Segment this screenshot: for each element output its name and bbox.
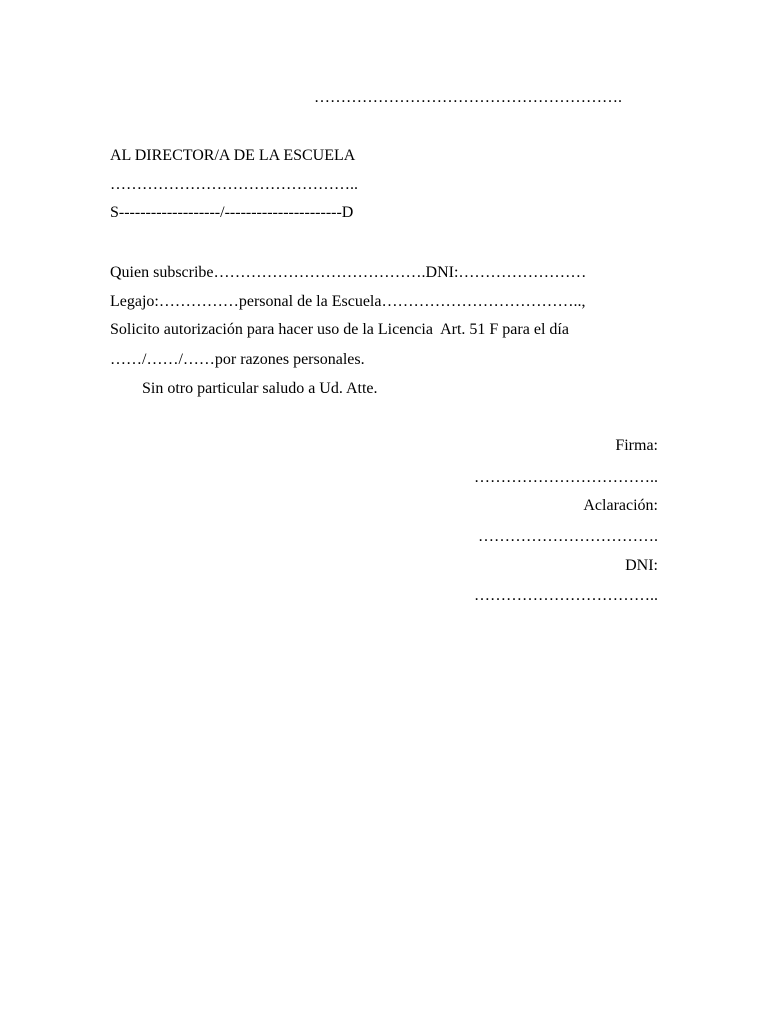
- dni-label: DNI:: [625, 557, 658, 574]
- date-line: ………………………………………………….: [314, 89, 622, 106]
- recipient-title: AL DIRECTOR/A DE LA ESCUELA: [110, 147, 356, 164]
- subscriber-line: Quien subscribe………………………………….DNI:……………………: [110, 264, 587, 281]
- firma-label: Firma:: [615, 437, 658, 454]
- school-name-line: ………………………………………..: [110, 176, 358, 193]
- date-reason-line: ……/……/……por razones personales.: [110, 351, 365, 368]
- sd-line: S-------------------/----------------------D: [110, 204, 354, 221]
- legajo-line: Legajo:……………personal de la Escuela………………………………..,: [110, 293, 586, 310]
- closing-line: Sin otro particular saludo a Ud. Atte.: [142, 380, 378, 397]
- request-line: Solicito autorización para hacer uso de la Licencia Art. 51 F para el día: [110, 321, 569, 338]
- aclaracion-line: …………………………….: [478, 528, 658, 545]
- firma-line: ……………………………..: [474, 469, 658, 486]
- aclaracion-label: Aclaración:: [583, 497, 658, 514]
- dni-line: ……………………………..: [474, 587, 658, 604]
